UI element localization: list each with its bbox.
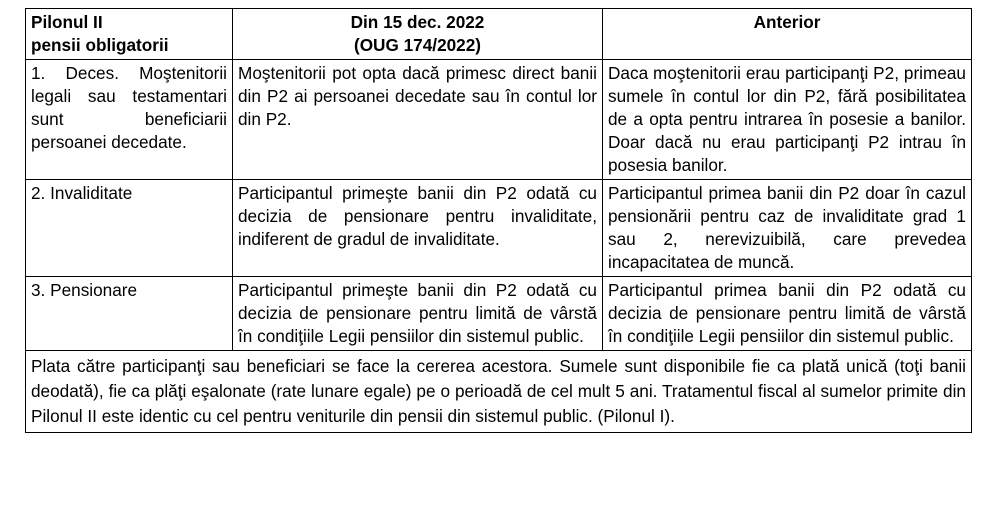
header-previous: Anterior: [603, 9, 972, 60]
row-label-pensionare: 3. Pensionare: [26, 277, 233, 351]
row-previous-invaliditate: Participantul primea banii din P2 doar în cazul pensionării pentru caz de invaliditate grad 1 sau 2, nerevizuibilă, care prevedea incapacitatea de muncă.: [603, 180, 972, 277]
row-label-invaliditate: 2. Invaliditate: [26, 180, 233, 277]
document-area: [25, 8, 971, 433]
header-pillar-line2: pensii obligatorii: [31, 35, 169, 55]
row-previous-deces: Daca moştenitorii erau participanţi P2, primeau sumele în contul lor din P2, fără posibilitatea de a opta pentru intrarea în posesie a banilor. Doar dacă nu erau participanţi P2 intrau în posesia banilor.: [603, 60, 972, 180]
table-row: [26, 60, 972, 180]
header-pillar: [26, 9, 233, 60]
row-previous-pensionare: Participantul primea banii din P2 odată cu decizia de pensionare pentru limită de vârstă în condiţiile Legii pensiilor din sistemul public.: [603, 277, 972, 351]
pension-comparison-table: [25, 8, 972, 433]
header-current-line1: Din 15 dec. 2022: [350, 12, 485, 32]
table-row: [26, 180, 972, 277]
header-current: [233, 9, 603, 60]
row-current-invaliditate: Participantul primeşte banii din P2 odată cu decizia de pensionare pentru invaliditate, indiferent de gradul de invaliditate.: [233, 180, 603, 277]
footer-note: Plata către participanţi sau beneficiari se face la cererea acestora. Sumele sunt disponibile fie ca plată unică (toţi banii deodată), fie ca plăţi eşalonate (rate lunare egale) pe o perioadă de cel mult 5 ani. Tratamentul fiscal al sumelor primite din Pilonul II este identic cu cel pentru veniturile din pensii din sistemul public. (Pilonul I).: [26, 351, 972, 433]
header-pillar-line1: Pilonul II: [31, 12, 103, 32]
row-current-pensionare: Participantul primeşte banii din P2 odată cu decizia de pensionare pentru limită de vârstă în condiţiile Legii pensiilor din sistemul public.: [233, 277, 603, 351]
header-current-line2: (OUG 174/2022): [353, 35, 482, 55]
table-row: [26, 277, 972, 351]
footer-row: [26, 351, 972, 433]
row-current-deces: Moştenitorii pot opta dacă primesc direct banii din P2 ai persoanei decedate sau în contul lor din P2.: [233, 60, 603, 180]
row-label-deces: 1. Deces. Moştenitorii legali sau testamentari sunt beneficiarii persoanei decedate.: [26, 60, 233, 180]
header-row: [26, 9, 972, 60]
